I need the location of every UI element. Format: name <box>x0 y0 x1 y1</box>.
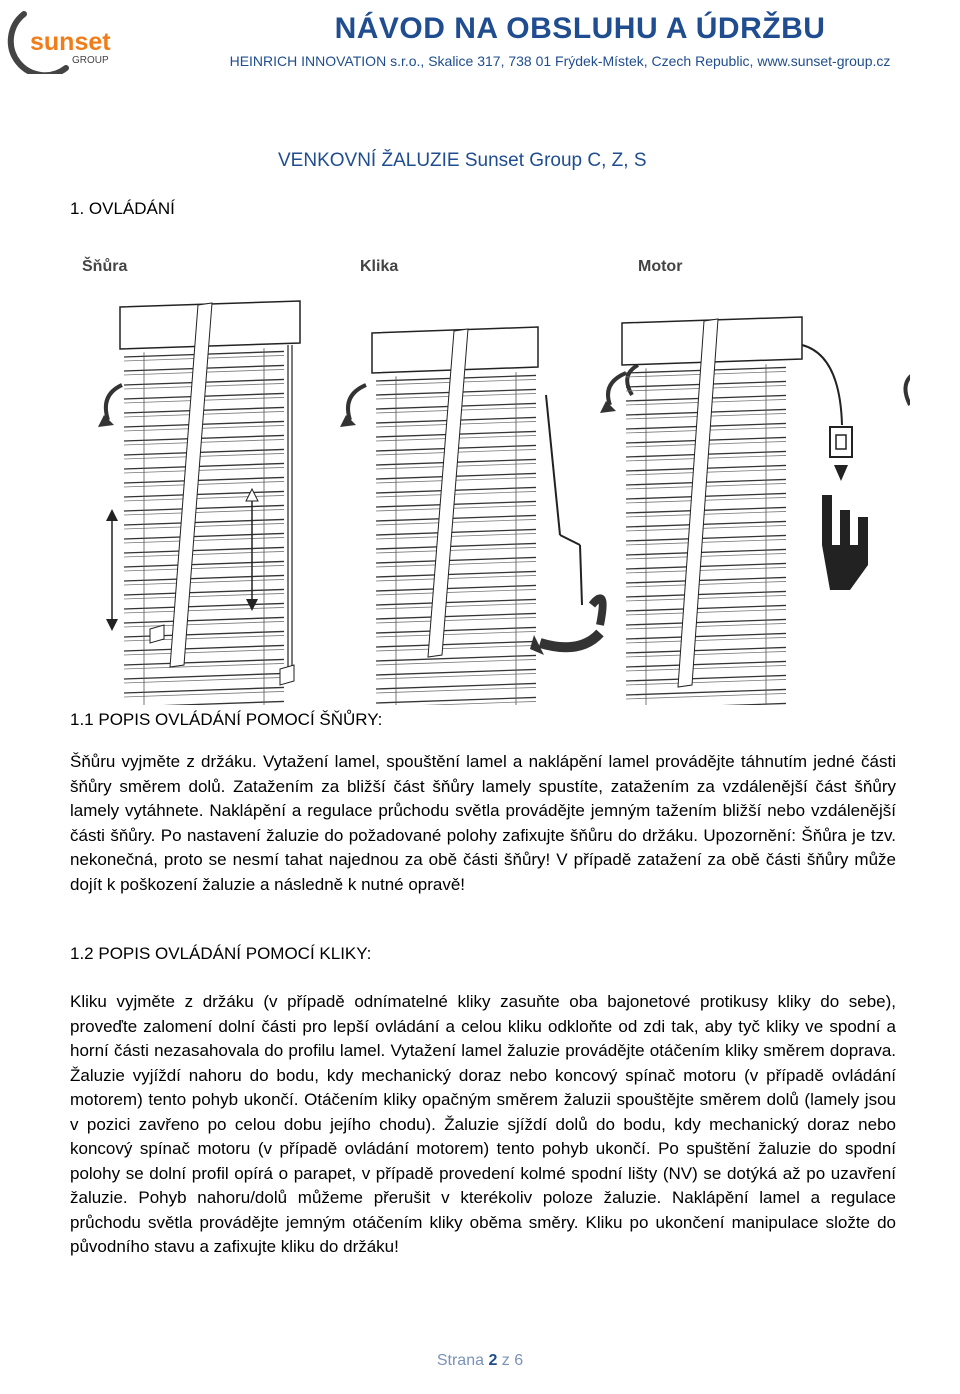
sunset-logo <box>6 6 136 74</box>
paragraph-klika: Kliku vyjměte z držáku (v případě odnímatelné kliky zasuňte oba bajonetové protikusy kliky do sebe), proveďte zalomení dolní části pro lepší ovládání a celou kliku odkloňte od zdi tak, aby tyč kliky ve spodní a horní části nezasahovala do profilu lamel. Vytažení lamel žaluzie provádějte otáčením kliky směrem doprava. Žaluzie vyjíždí nahoru do bodu, kdy mechanický doraz nebo koncový spínač motoru (v případě ovládání motorem) tento pohyb ukončí. Otáčením kliky opačným směrem žaluzii spouštějte směrem dolů (lamely jsou v pozici zavřeno po celou dobu jejího chodu). Žaluzie sjíždí dolů do bodu, kdy mechanický doraz nebo koncový spínač motoru (v případě ovládání motorem) tento pohyb ukončí. Po spuštění žaluzie do spodní polohy se dolní profil opírá o parapet, v případě provedení kolmé spodní lišty (NV) se dotýká až po uzavření žaluzie. Pohyb nahoru/dolů můžeme přerušit v kterékoliv poloze žaluzie. Naklápění lamel a regulace průchodu světla provádějte jemným otáčením kliky oběma směry. Kliku po ukončení manipulace složte do původního stavu a zafixujte kliku do držáku! <box>70 992 896 1256</box>
product-title: VENKOVNÍ ŽALUZIE Sunset Group C, Z, S <box>278 150 647 171</box>
page-separator: z <box>501 1352 510 1369</box>
blinds-illustration <box>60 245 910 705</box>
logo-subtext: GROUP <box>72 55 109 66</box>
page-header <box>0 0 960 80</box>
label-klika: Klika <box>360 258 399 275</box>
label-motor: Motor <box>638 258 683 275</box>
page-total: 6 <box>514 1352 524 1369</box>
page-counter <box>0 1352 960 1370</box>
logo-text: sunset <box>30 28 111 56</box>
paragraph-snura: Šňůru vyjměte z držáku. Vytažení lamel, spouštění lamel a naklápění lamel provádějte táhnutím jedné části šňůry směrem dolů. Zatažením za bližší část šňůry lamely spustíte, zatažením za vzdálenější část šňůry lamely vytáhnete. Naklápění a regulace průchodu světla provádějte jemným tažením bližší nebo vzdálenější části šňůry. Po nastavení žaluzie do požadované polohy zafixujte šňůru do držáku. Upozornění: Šňůra je tzv. nekonečná, proto se nesmí tahat najednou za obě části šňůry! V případě zatažení za obě části šňůry může dojít k poškození žaluzie a následně k nutné opravě! <box>70 752 896 894</box>
page-current: 2 <box>488 1352 498 1369</box>
blind-cord <box>98 301 300 705</box>
section-heading-ovladani: 1. OVLÁDÁNÍ <box>70 199 175 218</box>
label-snura: Šňůra <box>82 258 128 275</box>
document-subtitle: HEINRICH INNOVATION s.r.o., Skalice 317, 738 01 Frýdek-Místek, Czech Republic, www.sunset-group.cz <box>229 53 891 69</box>
document-title: NÁVOD NA OBSLUHU A ÚDRŽBU <box>334 12 826 45</box>
section-heading-snura: 1.1 POPIS OVLÁDÁNÍ POMOCÍ ŠŇŮRY: <box>70 710 383 729</box>
page-prefix: Strana <box>436 1352 484 1369</box>
blind-motor <box>600 317 910 705</box>
section-heading-klika: 1.2 POPIS OVLÁDÁNÍ POMOCÍ KLIKY: <box>70 944 372 963</box>
blind-crank <box>340 327 638 705</box>
